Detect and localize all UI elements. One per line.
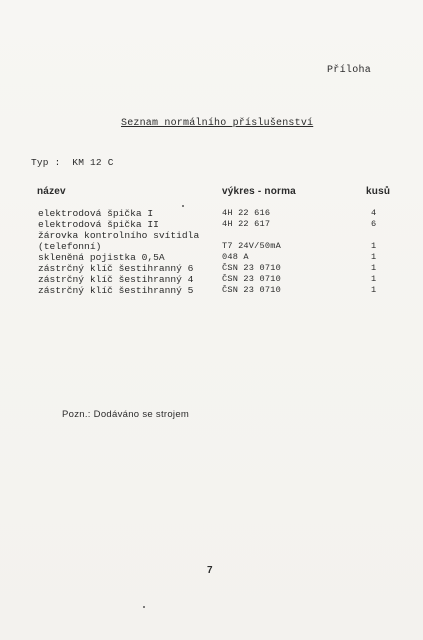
item-qty: 4 [371, 208, 377, 218]
item-name: elektrodová špička I [38, 208, 154, 219]
column-header-drawing: výkres - norma [222, 186, 296, 197]
table-row [0, 208, 423, 219]
item-qty: 6 [371, 219, 377, 229]
type-line: Typ : KM 12 C [31, 157, 114, 168]
table-row [0, 274, 423, 285]
item-qty: 1 [371, 285, 377, 295]
item-drawing: T7 24V/50mA [222, 241, 281, 251]
table-row [0, 263, 423, 274]
item-name: skleněná pojistka 0,5A [38, 252, 165, 263]
item-name: (telefonní) [38, 241, 102, 252]
item-drawing: 4H 22 616 [222, 208, 271, 218]
item-qty: 1 [371, 252, 377, 262]
table-row [0, 219, 423, 230]
item-qty: 1 [371, 274, 377, 284]
note-text: Pozn.: Dodáváno se strojem [62, 409, 190, 420]
scan-speck [143, 606, 145, 608]
annex-label: Příloha [327, 65, 372, 76]
list-title: Seznam normálního příslušenství [121, 118, 314, 129]
item-qty: 1 [371, 263, 377, 273]
column-header-name: název [37, 186, 66, 197]
item-drawing: ČSN 23 0710 [222, 263, 281, 273]
item-drawing: 048 A [222, 252, 249, 262]
item-name: žárovka kontrolního svítidla [38, 230, 200, 241]
item-name: zástrčný klíč šestihranný 5 [38, 285, 194, 296]
item-drawing: ČSN 23 0710 [222, 285, 281, 295]
item-drawing: 4H 22 617 [222, 219, 271, 229]
table-row [0, 241, 423, 252]
scan-speck [182, 205, 184, 207]
item-qty: 1 [371, 241, 377, 251]
item-name: zástrčný klíč šestihranný 4 [38, 274, 194, 285]
item-name: zástrčný klíč šestihranný 6 [38, 263, 194, 274]
table-row [0, 252, 423, 263]
item-drawing: ČSN 23 0710 [222, 274, 281, 284]
table-row [0, 285, 423, 296]
item-name: elektrodová špička II [38, 219, 159, 230]
column-header-qty: kusů [366, 186, 391, 197]
table-row [0, 230, 423, 241]
page-number: 7 [207, 565, 213, 576]
